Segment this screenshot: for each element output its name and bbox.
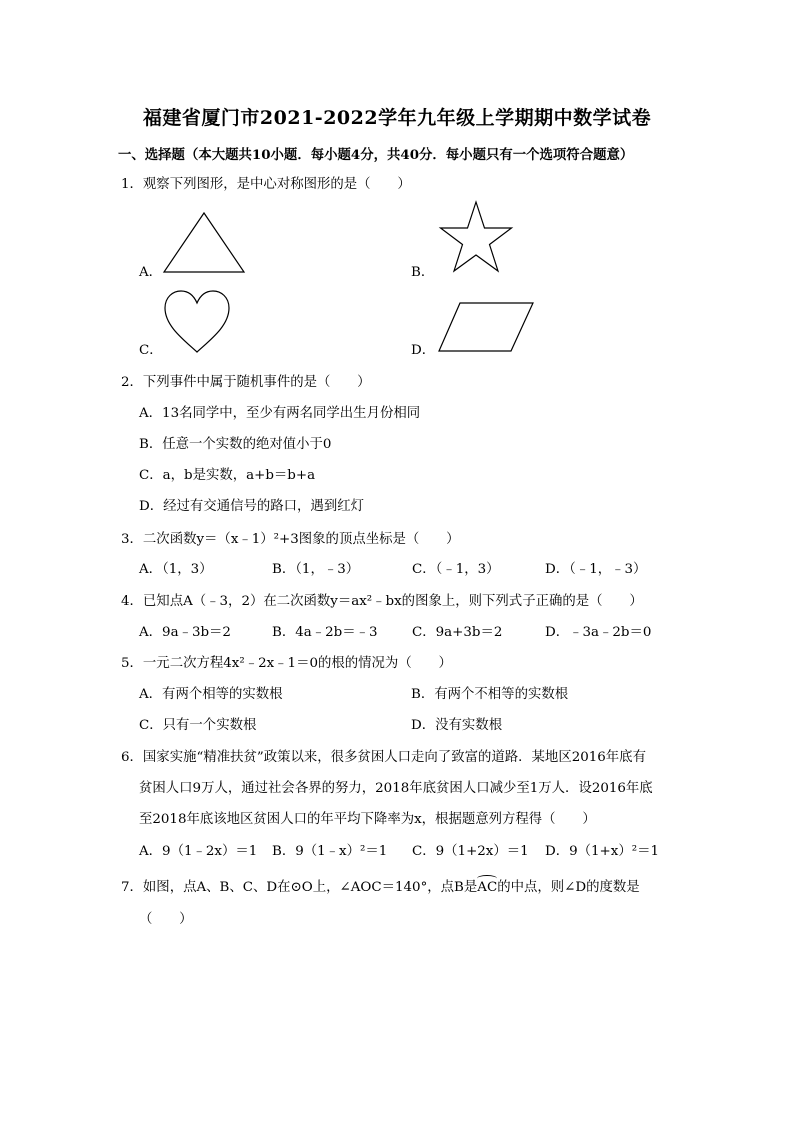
q2-option-d: D．经过有交通信号的路口，遇到红灯 — [139, 499, 364, 514]
q1-option-a-label: A． — [139, 265, 163, 280]
q2-option-b: B．任意一个实数的绝对值小于0 — [139, 437, 332, 452]
q6-option-a: A．9（1﹣2x）＝1 — [139, 844, 258, 859]
q5-option-a: A．有两个相等的实数根 — [139, 687, 283, 702]
heart-icon — [164, 290, 230, 354]
q4-option-b: B．4a﹣2b＝﹣3 — [272, 625, 378, 640]
q3-option-a: A．（1，3） — [139, 562, 213, 577]
arc-ac-notation: AC — [477, 880, 498, 895]
question-7-line-2: （ ） — [139, 912, 193, 927]
question-5-stem: 5．一元二次方程4x²﹣2x﹣1＝0的根的情况为（ ） — [121, 656, 452, 671]
question-6-line-3: 至2018年底该地区贫困人口的年平均下降率为x，根据题意列方程得（ ） — [139, 812, 596, 827]
question-7-text-before-arc: 7．如图，点A、B、C、D在⊙O上，∠AOC＝140°，点B是 — [121, 880, 478, 895]
q1-option-d-label: D． — [411, 343, 436, 358]
question-3-stem: 3．二次函数y＝（x﹣1）²+3图象的顶点坐标是（ ） — [121, 532, 460, 547]
q6-option-c: C．9（1+2x）＝1 — [412, 844, 529, 859]
question-1-stem: 1．观察下列图形，是中心对称图形的是（ ） — [121, 177, 411, 192]
exam-title: 福建省厦门市2021-2022学年九年级上学期期中数学试卷 — [142, 107, 652, 129]
q2-option-a: A．13名同学中，至少有两名同学出生月份相同 — [139, 406, 421, 421]
question-6-line-2: 贫困人口9万人，通过社会各界的努力，2018年底贫困人口减少至1万人．设2016年底 — [139, 781, 653, 796]
q5-option-b: B．有两个不相等的实数根 — [411, 687, 569, 702]
question-4-stem: 4．已知点A（﹣3，2）在二次函数y＝ax²﹣bx的图象上，则下列式子正确的是（ ） — [121, 594, 643, 609]
question-7-text-after-arc: 的中点，则∠D的度数是 — [497, 880, 640, 895]
parallelogram-icon — [438, 302, 534, 352]
star-icon — [439, 201, 513, 273]
q6-option-b: B．9（1﹣x）²＝1 — [272, 844, 388, 859]
q2-option-c: C．a，b是实数，a+b＝b+a — [139, 468, 316, 483]
q1-option-b-label: B． — [411, 265, 435, 280]
q5-option-d: D．没有实数根 — [411, 718, 503, 733]
question-2-stem: 2．下列事件中属于随机事件的是（ ） — [121, 375, 371, 390]
q3-option-c: C．（﹣1，3） — [412, 562, 500, 577]
q3-option-d: D．（﹣1，﹣3） — [545, 562, 647, 577]
q1-option-c-label: C． — [139, 343, 163, 358]
q4-option-a: A．9a﹣3b＝2 — [139, 625, 231, 640]
q4-option-d: D．﹣3a﹣2b＝0 — [545, 625, 652, 640]
question-7-line-1 — [121, 879, 640, 897]
q6-option-d: D．9（1+x）²＝1 — [545, 844, 659, 859]
section-heading: 一、选择题（本大题共10小题．每小题4分，共40分．每小题只有一个选项符合题意） — [118, 147, 634, 163]
triangle-icon — [163, 212, 245, 274]
q3-option-b: B．（1，﹣3） — [272, 562, 360, 577]
q5-option-c: C．只有一个实数根 — [139, 718, 257, 733]
question-6-line-1: 6．国家实施“精准扶贫”政策以来，很多贫困人口走向了致富的道路．某地区2016年底有 — [121, 750, 646, 765]
q4-option-c: C．9a+3b＝2 — [412, 625, 503, 640]
